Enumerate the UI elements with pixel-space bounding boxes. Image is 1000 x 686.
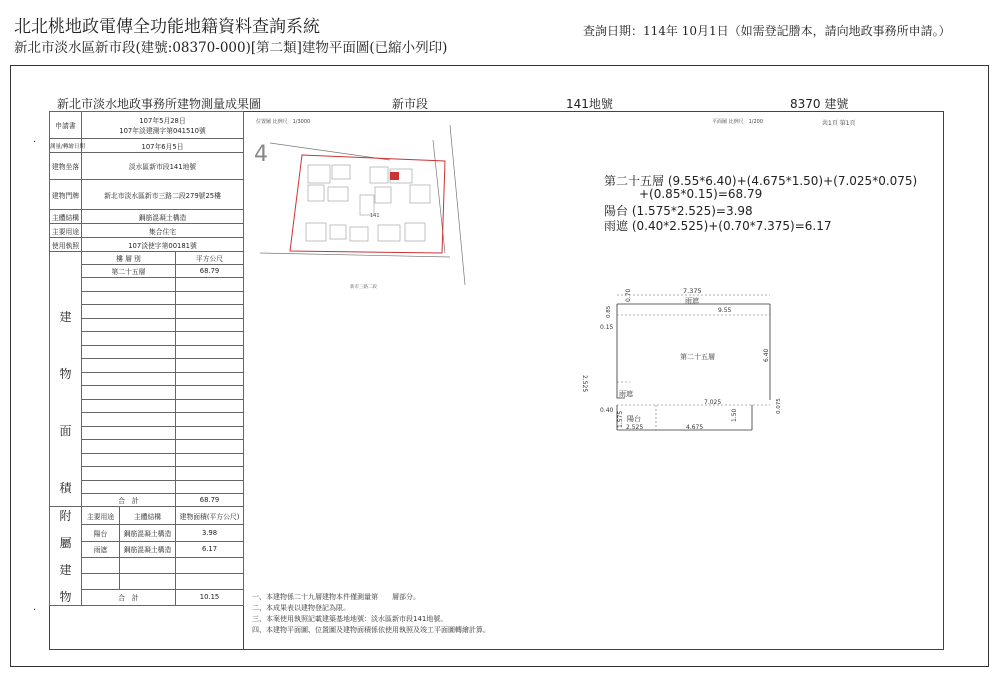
permit-label: 使用執照 [50,238,82,252]
subject-unit-marker [390,172,399,180]
location-value: 淡水區新市段141地號 [82,153,244,180]
note-2: 二、本成果表以建物登記為限。 [252,604,350,612]
dim-015: 0.15 [600,324,614,331]
table-row: 雨遮 鋼筋混凝土構造 6.17 [50,541,244,557]
use-label: 主要用途 [50,224,82,238]
applicant-cell [82,112,244,139]
dim-955: 9.55 [718,307,732,314]
dim-2525-vertical: 2.525 [581,375,588,393]
lot-number: 141地號 [566,97,613,111]
formula-floor-25-cont: +(0.85*0.15)=68.79 [639,187,763,201]
floor-header: 樓 層 別 [82,252,176,265]
system-title: 北北桃地政電傳全功能地籍資料查詢系統 [14,17,320,37]
use-value: 集合住宅 [82,224,244,238]
dim-2525: 2.525 [626,424,644,431]
survey-date: 107年6月5日 [82,139,244,153]
annex-total-label: 合 計 [82,589,176,605]
location-label: 建物坐落 [50,153,82,180]
area-total-label: 合 計 [82,494,176,507]
dim-085: 0.85 [606,305,612,318]
survey-date-label: 測量/轉繪日期 [50,139,82,153]
dim-040: 0.40 [600,407,614,414]
structure-label: 主體結構 [50,210,82,224]
applicant-label: 申請書 [50,112,82,139]
formula-canopy: 雨遮 (0.40*2.525)+(0.70*7.375)=6.17 [604,219,832,233]
area-side-label: 建 物 面 積 [50,252,82,507]
north-mark: 4 [254,142,268,167]
floor-area: 68.79 [176,265,244,278]
note-1: 一、本建物係二十九層建物本件僅測量第 層部分。 [252,593,420,601]
building-number: 8370 建號 [790,97,849,111]
address-value: 新北市淡水區新市三路二段279號25樓 [82,180,244,210]
dim-7025: 7.025 [704,399,722,406]
annex-use-header: 主要用途 [82,507,120,525]
dim-1575: 1.575 [617,410,624,428]
document-subtitle: 新北市淡水區新市段(建號:08370-000)[第二類]建物平面圖(已縮小列印) [14,40,448,56]
floor-plan-drawing [581,280,790,440]
canopy-label: 雨遮 [685,297,699,305]
dim-4675: 4.675 [686,424,704,431]
table-row: 陽台 鋼筋混凝土構造 3.98 [50,525,244,541]
note-4: 四、本建物平面圖、位置圖及建物面積係依使用執照及竣工平面圖轉繪計算。 [252,626,490,634]
dim-640: 6.40 [763,348,770,362]
annex-area-header: 建物面積(平方公尺) [176,507,244,525]
floor-name: 第二十五層 [82,265,176,278]
balcony-label: 陽台 [627,415,641,423]
annex-side-label: 附 屬 建 物 [50,507,82,606]
formula-floor-25: 第二十五層 (9.55*6.40)+(4.675*1.50)+(7.025*0.075) [604,174,918,188]
area-header: 平方公尺 [176,252,244,265]
location-map [250,125,470,295]
area-total: 68.79 [176,494,244,507]
formula-balcony: 陽台 (1.575*2.525)=3.98 [604,204,753,218]
dim-0075: 0.075 [776,398,782,414]
dim-070: 0.70 [625,288,632,302]
dim-7375: 7.375 [683,287,702,295]
location-map-label: 位置圖 比例尺 1/3000 [256,119,311,125]
map-caption: 新市三路二段 [350,285,377,290]
structure-value: 鋼筋混凝土構造 [82,210,244,224]
office-title: 新北市淡水地政事務所建物測量成果圖 [57,97,262,111]
canopy-left-label: 雨遮 [619,390,633,398]
permit-value: 107淡使字第00181號 [82,238,244,252]
annex-total: 10.15 [176,589,244,605]
dim-150: 1.50 [731,408,738,422]
floor-25-label: 第二十五層 [680,353,715,361]
query-date: 查詢日期：114年 10月1日（如需登記謄本，請向地政事務所申請。） [583,24,951,38]
section-name: 新市段 [392,97,429,111]
address-label: 建物門牌 [50,180,82,210]
applicant-no: 107年淡建測字第041510號 [119,127,206,135]
floor-plan-label: 平面圖 比例尺 1/200 [712,119,763,125]
map-lot-number: 141 [370,213,380,219]
annex-struct-header: 主體結構 [120,507,176,525]
applicant-date: 107年5月28日 [139,117,186,125]
note-3: 三、本案使用執照記載建築基地地號：淡水區新市段141地號。 [252,615,448,623]
building-info-table [49,111,244,606]
page-count: 共1頁 第1頁 [822,120,856,127]
